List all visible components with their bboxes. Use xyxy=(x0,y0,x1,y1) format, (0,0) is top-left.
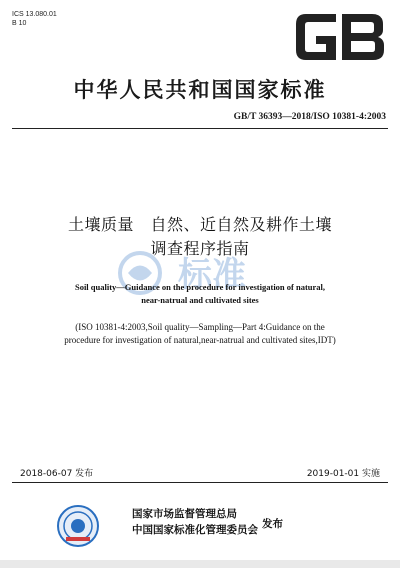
national-standard-title: 中华人民共和国国家标准 xyxy=(73,78,327,102)
issuer-seal-icon xyxy=(56,504,100,548)
implementation-date: 2019-01-01 实施 xyxy=(306,469,380,479)
scan-edge xyxy=(0,560,400,568)
ccs-code: B 10 xyxy=(12,20,27,27)
chinese-title-line1: 土壤质量 自然、近自然及耕作土壤 xyxy=(67,215,332,234)
iso-reference-line2: procedure for investigation of natural,near-natrual and cultivated sites,IDT) xyxy=(64,335,336,345)
ics-code: ICS 13.080.01 xyxy=(12,11,57,18)
bottom-divider xyxy=(12,482,388,483)
english-title-line1: Soil quality—Guidance on the procedure for investigation of natural, xyxy=(74,282,326,292)
english-title-line2: near-natrual and cultivated sites xyxy=(141,295,259,305)
classification-codes xyxy=(12,10,57,28)
issuer-line1: 国家市场监督管理总局 xyxy=(132,508,237,520)
chinese-title-line2: 调查程序指南 xyxy=(150,239,250,258)
issue-label: 发布 xyxy=(262,518,283,530)
publish-date: 2018-06-07 发布 xyxy=(20,469,94,479)
watermark-text: 标准 xyxy=(178,255,246,295)
gb-logo-icon xyxy=(292,8,388,66)
top-divider xyxy=(12,128,388,129)
standard-number: GB/T 36393—2018/ISO 10381-4:2003 xyxy=(233,112,386,122)
iso-reference-line1: (ISO 10381-4:2003,Soil quality—Sampling—Part 4:Guidance on the xyxy=(75,322,325,332)
issuer-line2: 中国国家标准化管理委员会 xyxy=(132,524,258,536)
